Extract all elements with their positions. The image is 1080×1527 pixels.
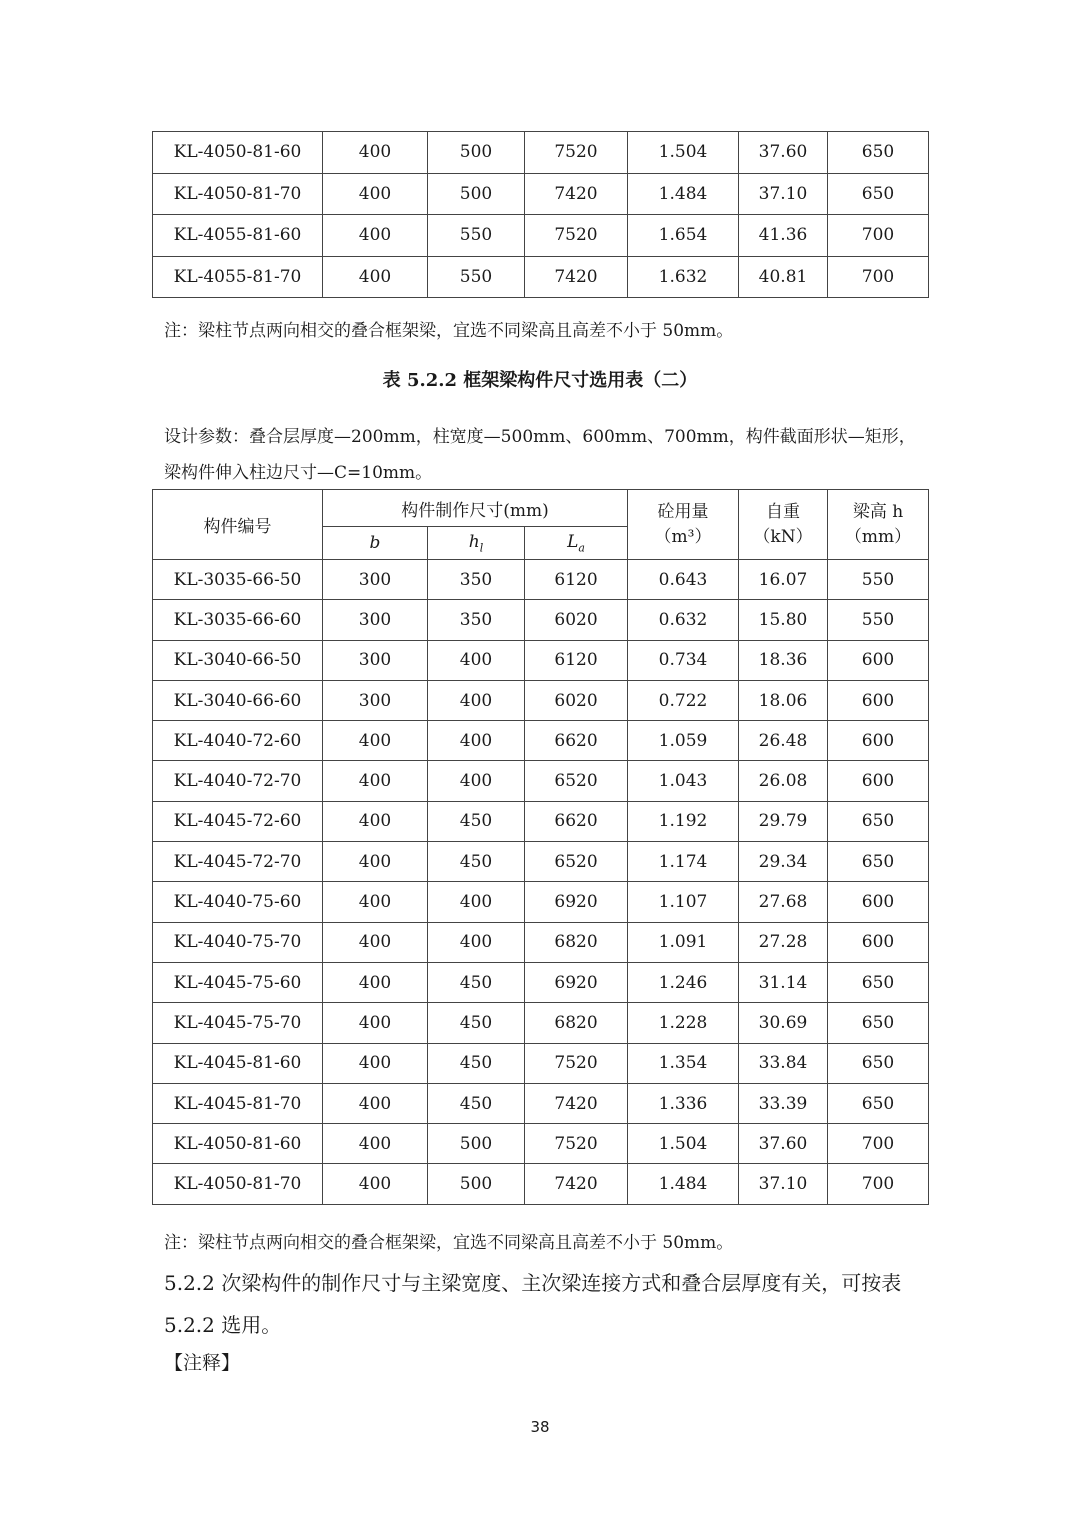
table-cell: 7420 <box>525 1164 628 1204</box>
table-cell: 650 <box>828 132 929 174</box>
table-cell: 6820 <box>525 1003 628 1043</box>
table-cell: 18.06 <box>739 680 828 720</box>
table-cell: 37.60 <box>739 132 828 174</box>
table-cell: 27.28 <box>739 922 828 962</box>
table-cell: 6820 <box>525 922 628 962</box>
table-cell: KL-4045-81-70 <box>153 1083 323 1123</box>
table-cell: 1.484 <box>628 1164 739 1204</box>
table-cell: 400 <box>428 680 525 720</box>
table-cell: KL-3040-66-50 <box>153 640 323 680</box>
table-row <box>153 1003 929 1043</box>
table-cell: 1.246 <box>628 962 739 1002</box>
table-cell: 37.10 <box>739 1164 828 1204</box>
table-cell: 700 <box>828 215 929 257</box>
continued-beam-table <box>152 131 929 298</box>
table-cell: 6020 <box>525 600 628 640</box>
table-cell: KL-4040-72-60 <box>153 721 323 761</box>
table-row <box>153 560 929 600</box>
table-cell: 400 <box>428 640 525 680</box>
table-cell: 1.632 <box>628 256 739 298</box>
table-cell: 400 <box>323 842 428 882</box>
table-cell: 6120 <box>525 640 628 680</box>
table-cell: 7520 <box>525 132 628 174</box>
table-cell: 550 <box>428 256 525 298</box>
table-row <box>153 215 929 257</box>
table-cell: 6920 <box>525 962 628 1002</box>
table-cell: 300 <box>323 560 428 600</box>
table-cell: 1.654 <box>628 215 739 257</box>
header-dimensions-group: 构件制作尺寸(mm) <box>323 490 628 527</box>
table-cell: 1.504 <box>628 1124 739 1164</box>
table-cell: KL-4050-81-70 <box>153 1164 323 1204</box>
table-cell: 1.228 <box>628 1003 739 1043</box>
table-cell: KL-4040-72-70 <box>153 761 323 801</box>
table-row <box>153 721 929 761</box>
table-row <box>153 1164 929 1204</box>
table-note-bottom: 注：梁柱节点两向相交的叠合框架梁，宜选不同梁高且高差不小于 50mm。 <box>164 1233 734 1253</box>
table-cell: 6020 <box>525 680 628 720</box>
annotation-heading: 【注释】 <box>164 1352 241 1374</box>
table-cell: 0.734 <box>628 640 739 680</box>
table-cell: 33.84 <box>739 1043 828 1083</box>
header-height-label: 梁高 h <box>852 501 904 522</box>
table-cell: 7520 <box>525 1043 628 1083</box>
table-cell: 1.504 <box>628 132 739 174</box>
table-cell: 500 <box>428 1124 525 1164</box>
table-cell: 400 <box>323 1043 428 1083</box>
table-cell: 7420 <box>525 256 628 298</box>
table-cell: 700 <box>828 256 929 298</box>
table-row <box>153 1083 929 1123</box>
table-cell: KL-4045-75-70 <box>153 1003 323 1043</box>
table-cell: 450 <box>428 1003 525 1043</box>
table-cell: KL-4045-75-60 <box>153 962 323 1002</box>
table-cell: 1.174 <box>628 842 739 882</box>
table-cell: 33.39 <box>739 1083 828 1123</box>
design-parameters: 设计参数：叠合层厚度—200mm，柱宽度—500mm、600mm、700mm，构件截面形状—矩形，梁构件伸入柱边尺寸—C=10mm。 <box>164 427 916 483</box>
header-concrete-label: 砼用量 <box>657 501 709 522</box>
table-cell: 400 <box>323 173 428 215</box>
table-note-top: 注：梁柱节点两向相交的叠合框架梁，宜选不同梁高且高差不小于 50mm。 <box>164 321 734 341</box>
header-concrete-unit: （m³） <box>654 526 712 547</box>
clause-5-2-2-paragraph: 5.2.2 次梁构件的制作尺寸与主梁宽度、主次梁连接方式和叠合层厚度有关，可按表 5.2.2 选用。 <box>164 1271 902 1337</box>
table-cell: 0.722 <box>628 680 739 720</box>
header-h-subscript: l <box>479 541 484 555</box>
table-cell: 350 <box>428 560 525 600</box>
table-cell: 400 <box>323 215 428 257</box>
table-cell: 400 <box>323 761 428 801</box>
table-cell: KL-3040-66-60 <box>153 680 323 720</box>
table-cell: 500 <box>428 1164 525 1204</box>
table-cell: KL-4055-81-70 <box>153 256 323 298</box>
table-cell: 400 <box>323 882 428 922</box>
table-cell: 650 <box>828 1043 929 1083</box>
table-cell: KL-4045-81-60 <box>153 1043 323 1083</box>
table-cell: 600 <box>828 680 929 720</box>
table-row <box>153 132 929 174</box>
table-cell: 400 <box>323 962 428 1002</box>
table-cell: 37.60 <box>739 1124 828 1164</box>
table-cell: 650 <box>828 842 929 882</box>
table-cell: 650 <box>828 1003 929 1043</box>
table-cell: 1.107 <box>628 882 739 922</box>
table-cell: 300 <box>323 640 428 680</box>
table-cell: 1.091 <box>628 922 739 962</box>
table-cell: KL-4050-81-60 <box>153 1124 323 1164</box>
table-cell: 40.81 <box>739 256 828 298</box>
header-la-symbol: L <box>567 531 579 552</box>
table-cell: KL-4045-72-60 <box>153 801 323 841</box>
table-cell: 350 <box>428 600 525 640</box>
table-row <box>153 842 929 882</box>
table-row <box>153 173 929 215</box>
header-component-id: 构件编号 <box>153 490 323 560</box>
table-cell: 650 <box>828 173 929 215</box>
table-cell: 7520 <box>525 215 628 257</box>
table-row <box>153 761 929 801</box>
table-cell: 500 <box>428 173 525 215</box>
table-cell: 650 <box>828 962 929 1002</box>
table-row <box>153 801 929 841</box>
table-cell: 500 <box>428 132 525 174</box>
table-cell: 400 <box>428 882 525 922</box>
table-cell: 7420 <box>525 173 628 215</box>
table-cell: 650 <box>828 801 929 841</box>
table-cell: KL-3035-66-50 <box>153 560 323 600</box>
table-cell: 550 <box>828 560 929 600</box>
table-cell: 0.632 <box>628 600 739 640</box>
table-cell: 27.68 <box>739 882 828 922</box>
table-cell: 6520 <box>525 761 628 801</box>
table-cell: KL-3035-66-60 <box>153 600 323 640</box>
table-cell: KL-4050-81-60 <box>153 132 323 174</box>
table-cell: KL-4040-75-60 <box>153 882 323 922</box>
header-la <box>525 527 628 560</box>
main-table-body <box>153 560 929 1205</box>
table-cell: KL-4055-81-60 <box>153 215 323 257</box>
table-cell: 29.34 <box>739 842 828 882</box>
table-cell: 450 <box>428 1083 525 1123</box>
table-cell: KL-4045-72-70 <box>153 842 323 882</box>
table-cell: 450 <box>428 1043 525 1083</box>
table-cell: 700 <box>828 1124 929 1164</box>
table-cell: 18.36 <box>739 640 828 680</box>
table-cell: 450 <box>428 842 525 882</box>
table-cell: 6120 <box>525 560 628 600</box>
table-cell: 6920 <box>525 882 628 922</box>
table-row <box>153 1043 929 1083</box>
table-cell: 600 <box>828 922 929 962</box>
table-cell: 41.36 <box>739 215 828 257</box>
table-cell: 1.336 <box>628 1083 739 1123</box>
table-cell: 7420 <box>525 1083 628 1123</box>
table-cell: 30.69 <box>739 1003 828 1043</box>
table-cell: 400 <box>323 801 428 841</box>
header-weight-unit: （kN） <box>753 526 813 547</box>
table-cell: 6620 <box>525 721 628 761</box>
continued-table-body <box>153 132 929 298</box>
table-cell: 600 <box>828 761 929 801</box>
table-row <box>153 680 929 720</box>
table-cell: 26.48 <box>739 721 828 761</box>
table-cell: 37.10 <box>739 173 828 215</box>
table-cell: 400 <box>323 256 428 298</box>
page-number: 38 <box>530 1418 550 1436</box>
header-h-symbol: h <box>468 531 480 552</box>
table-cell: 650 <box>828 1083 929 1123</box>
table-cell: KL-4050-81-70 <box>153 173 323 215</box>
header-weight-label: 自重 <box>766 501 801 522</box>
table-row <box>153 922 929 962</box>
table-cell: 6520 <box>525 842 628 882</box>
header-height-unit: （mm） <box>844 526 912 547</box>
table-cell: 29.79 <box>739 801 828 841</box>
table-cell: 0.643 <box>628 560 739 600</box>
table-row <box>153 640 929 680</box>
table-cell: 1.043 <box>628 761 739 801</box>
table-row <box>153 600 929 640</box>
table-cell: 550 <box>428 215 525 257</box>
table-cell: 400 <box>428 761 525 801</box>
table-row <box>153 962 929 1002</box>
table-cell: 700 <box>828 1164 929 1204</box>
table-cell: 6620 <box>525 801 628 841</box>
table-cell: KL-4040-75-70 <box>153 922 323 962</box>
table-cell: 600 <box>828 882 929 922</box>
table-cell: 400 <box>323 132 428 174</box>
table-cell: 400 <box>323 1083 428 1123</box>
table-cell: 400 <box>323 1164 428 1204</box>
table-cell: 550 <box>828 600 929 640</box>
table-cell: 400 <box>323 1124 428 1164</box>
table-cell: 450 <box>428 801 525 841</box>
table-cell: 1.059 <box>628 721 739 761</box>
table-cell: 300 <box>323 680 428 720</box>
header-self-weight <box>739 490 828 560</box>
table-cell: 300 <box>323 600 428 640</box>
table-cell: 7520 <box>525 1124 628 1164</box>
table-cell: 16.07 <box>739 560 828 600</box>
header-concrete-volume <box>628 490 739 560</box>
frame-beam-size-table <box>152 489 929 1205</box>
table-cell: 15.80 <box>739 600 828 640</box>
header-b: b <box>323 527 428 560</box>
table-cell: 600 <box>828 640 929 680</box>
table-row <box>153 882 929 922</box>
table-cell: 450 <box>428 962 525 1002</box>
table-cell: 1.354 <box>628 1043 739 1083</box>
table-cell: 1.484 <box>628 173 739 215</box>
table-cell: 31.14 <box>739 962 828 1002</box>
header-h <box>428 527 525 560</box>
table-cell: 400 <box>428 721 525 761</box>
table-cell: 600 <box>828 721 929 761</box>
table-cell: 400 <box>323 1003 428 1043</box>
table-cell: 400 <box>323 721 428 761</box>
table-row <box>153 256 929 298</box>
table-row <box>153 1124 929 1164</box>
table-caption: 表 5.2.2 框架梁构件尺寸选用表（二） <box>382 370 698 391</box>
table-cell: 26.08 <box>739 761 828 801</box>
table-cell: 1.192 <box>628 801 739 841</box>
table-cell: 400 <box>323 922 428 962</box>
header-beam-height <box>828 490 929 560</box>
header-la-subscript: a <box>578 541 585 555</box>
table-cell: 400 <box>428 922 525 962</box>
